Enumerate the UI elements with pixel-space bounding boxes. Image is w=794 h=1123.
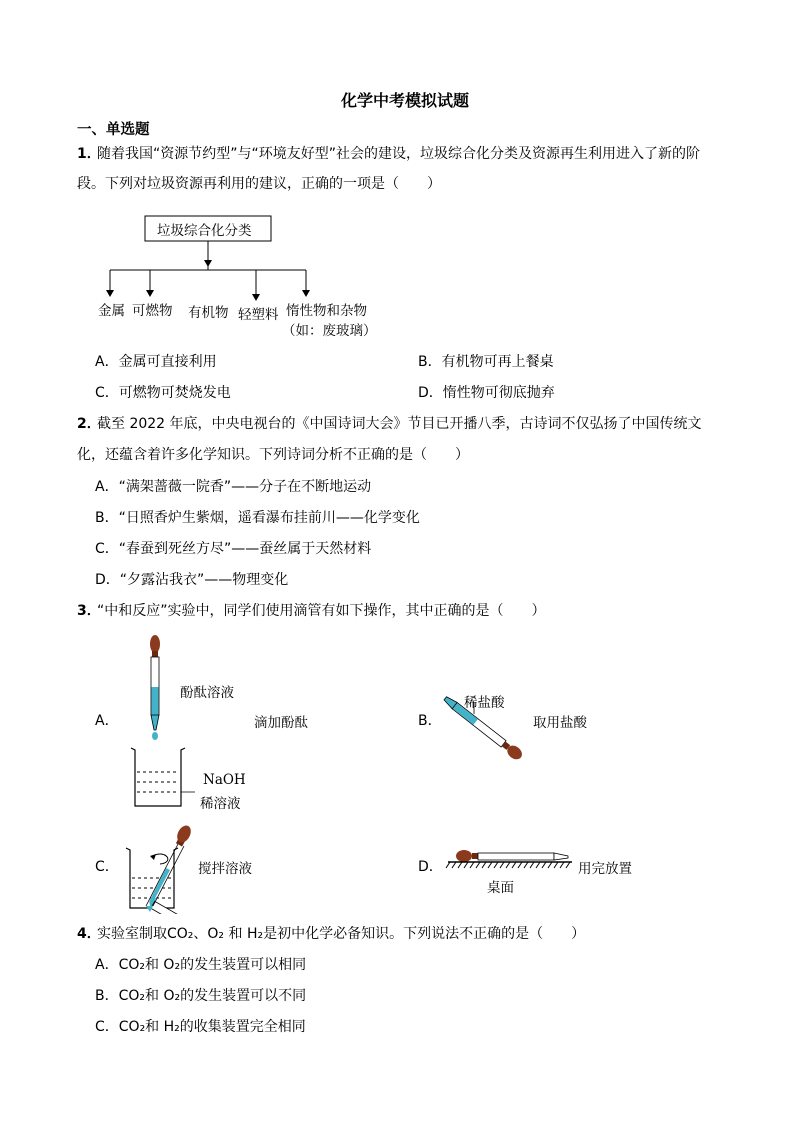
question-2-text-line1: 截至 2022 年底，中央电视台的《中国诗词大会》节目已开播八季，古诗词不仅弘扬了中国传统文	[97, 416, 702, 432]
diagram-note: （如：废玻璃）	[282, 323, 377, 339]
section-heading: 一、单选题	[77, 122, 150, 138]
question-number: 2．	[77, 416, 101, 432]
diagram-branch-plastic: 轻塑料	[238, 307, 279, 323]
q4-option-b[interactable]: B．CO₂和 O₂的发生装置可以不同	[95, 988, 307, 1004]
diagram-branch-organic: 有机物	[188, 305, 229, 321]
q3-d-surface-label: 桌面	[487, 880, 514, 896]
q3-b-reagent-label: 稀盐酸	[464, 695, 505, 711]
question-1-text-line2: 段。下列对垃圾资源再利用的建议，正确的一项是（ ）	[77, 176, 441, 192]
question-1-text-line1: 随着我国“资源节约型”与“环境友好型”社会的建设，垃圾综合化分类及资源再生利用进入了新的阶	[97, 146, 701, 162]
question-3-text-line1: “中和反应”实验中，同学们使用滴管有如下操作，其中正确的是（ ）	[97, 603, 546, 619]
q1-option-a[interactable]: A．金属可直接利用	[95, 354, 217, 370]
q3-a-caption: 滴加酚酞	[254, 715, 308, 731]
dropper-on-table-illustration	[444, 848, 574, 878]
diagram-root-label: 垃圾综合化分类	[157, 223, 252, 239]
question-number: 1．	[77, 146, 101, 162]
q2-option-d[interactable]: D．“夕露沾我衣”——物理变化	[95, 572, 289, 588]
q3-a-beaker-label-2: 稀溶液	[200, 796, 241, 812]
q1-option-b[interactable]: B．有机物可再上餐桌	[418, 354, 554, 370]
q2-option-c[interactable]: C．“春蚕到死丝方尽”——蚕丝属于天然材料	[95, 541, 372, 557]
dropper-above-beaker-illustration	[125, 632, 195, 812]
q3-a-reagent-label: 酚酞溶液	[180, 685, 234, 701]
question-number: 3．	[77, 603, 101, 619]
diagram-branch-metal: 金属	[98, 303, 125, 319]
question-4-text-line1: 实验室制取CO₂、O₂ 和 H₂是初中化学必备知识。下列说法不正确的是（ ）	[97, 926, 586, 942]
q2-option-a[interactable]: A．“满架蔷薇一院香”——分子在不断地运动	[95, 479, 372, 495]
q3-option-b-letter[interactable]: B．	[418, 713, 442, 729]
q3-c-caption: 搅拌溶液	[198, 861, 252, 877]
diagram-branch-combustible: 可燃物	[132, 303, 173, 319]
q3-option-a-letter[interactable]: A．	[95, 713, 119, 729]
diagram-branch-inert: 惰性物和杂物	[286, 303, 367, 319]
q3-option-c-letter[interactable]: C．	[95, 859, 119, 875]
q3-a-beaker-label-1: NaOH	[203, 772, 246, 788]
q4-option-a[interactable]: A．CO₂和 O₂的发生装置可以相同	[95, 957, 307, 973]
q3-d-caption: 用完放置	[578, 861, 632, 877]
q3-option-d-letter[interactable]: D．	[418, 859, 443, 875]
stirring-with-dropper-illustration	[122, 822, 202, 914]
question-number: 4．	[77, 926, 101, 942]
q3-b-caption: 取用盐酸	[533, 715, 587, 731]
q1-option-c[interactable]: C．可燃物可焚烧发电	[95, 385, 231, 401]
q4-option-c[interactable]: C．CO₂和 H₂的收集装置完全相同	[95, 1019, 306, 1035]
q1-option-d[interactable]: D．惰性物可彻底抛弃	[418, 385, 555, 401]
q2-option-b[interactable]: B．“日照香炉生紫烟，遥看瀑布挂前川——化学变化	[95, 510, 420, 526]
page-title: 化学中考模拟试题	[341, 91, 470, 110]
question-2-text-line2: 化，还蕴含着许多化学知识。下列诗词分析不正确的是（ ）	[77, 447, 469, 463]
